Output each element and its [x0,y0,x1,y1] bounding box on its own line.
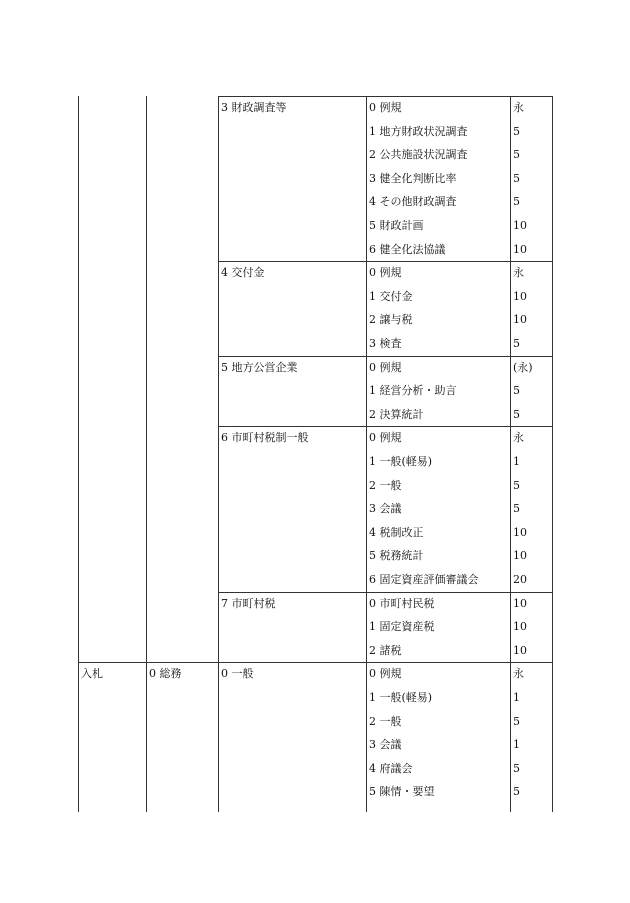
table-cell-c5: 5 [513,502,520,516]
column-rule [146,96,147,812]
table-cell-c3: 5 地方公営企業 [221,360,298,374]
table-cell-c5: 10 [513,620,527,634]
table-cell-c5: 10 [513,643,527,657]
column-rule [552,96,553,812]
table-cell-c5: (永) [513,360,533,374]
table-cell-c4: 3 会議 [369,502,402,516]
table-cell-c4: 0 例規 [369,360,402,374]
table-cell-c4: 5 陳情・要望 [369,785,435,799]
table-cell-c5: 10 [513,242,527,256]
group-separator [218,592,552,593]
records-table [78,96,552,812]
group-separator [78,662,552,663]
table-top-rule [218,96,552,97]
table-cell-c4: 0 例規 [369,266,402,280]
table-cell-c3: 0 一般 [221,667,254,681]
table-cell-c5: 10 [513,549,527,563]
table-cell-c4: 1 経営分析・助言 [369,384,457,398]
table-cell-c5: 永 [513,266,524,280]
table-cell-c4: 3 検査 [369,337,402,350]
table-cell-c4: 2 一般 [369,478,402,492]
table-cell-c4: 3 会議 [369,738,402,752]
group-separator [218,261,552,262]
table-cell-c4: 4 府議会 [369,761,413,775]
group-separator [218,356,552,357]
table-cell-c5: 5 [513,171,520,185]
column-rule [510,96,511,812]
table-cell-c4: 5 財政計画 [369,219,424,232]
table-cell-c4: 1 交付金 [369,289,413,303]
column-rule [218,96,219,812]
table-cell-c3: 7 市町村税 [221,596,276,610]
table-cell-c5: 5 [513,124,520,138]
table-cell-c5: 5 [513,384,520,398]
table-cell-c4: 0 例規 [369,431,402,445]
table-cell-c5: 1 [513,455,520,468]
table-cell-c1: 入札 [81,667,103,681]
table-cell-c4: 4 税制改正 [369,525,424,539]
table-cell-c4: 1 地方財政状況調査 [369,124,468,138]
table-cell-c4: 0 例規 [369,101,402,114]
table-cell-c2: 0 総務 [149,667,182,681]
table-cell-c4: 2 諸税 [369,643,402,657]
table-cell-c5: 5 [513,195,520,209]
column-rule [366,96,367,812]
table-cell-c5: 5 [513,761,520,775]
table-cell-c5: 10 [513,313,527,327]
table-cell-c5: 1 [513,691,520,704]
table-cell-c5: 永 [513,431,524,445]
table-cell-c5: 永 [513,667,524,681]
table-cell-c5: 10 [513,289,527,303]
table-cell-c5: 5 [513,337,520,350]
table-cell-c5: 5 [513,148,520,162]
table-cell-c4: 2 譲与税 [369,313,413,327]
table-cell-c5: 5 [513,407,520,421]
table-cell-c4: 6 固定資産評価審議会 [369,573,479,586]
table-cell-c5: 10 [513,525,527,539]
table-cell-c4: 1 一般(軽易) [369,691,433,704]
table-cell-c4: 5 税務統計 [369,549,424,563]
table-cell-c5: 5 [513,478,520,492]
table-cell-c5: 10 [513,596,527,610]
table-cell-c4: 6 健全化法協議 [369,242,446,256]
table-cell-c4: 2 公共施設状況調査 [369,148,468,162]
table-cell-c4: 0 市町村民税 [369,596,435,610]
table-cell-c4: 4 その他財政調査 [369,195,457,209]
table-cell-c4: 2 決算統計 [369,407,424,421]
table-cell-c3: 6 市町村税制一般 [221,431,309,445]
column-rule [78,96,79,812]
table-cell-c4: 3 健全化判断比率 [369,171,457,185]
table-cell-c4: 0 例規 [369,667,402,681]
table-cell-c4: 1 一般(軽易) [369,455,433,468]
table-cell-c4: 1 固定資産税 [369,620,435,634]
table-cell-c5: 5 [513,785,520,799]
table-cell-c5: 5 [513,714,520,728]
table-cell-c3: 4 交付金 [221,266,265,280]
table-cell-c3: 3 財政調査等 [221,101,287,114]
table-cell-c5: 永 [513,101,524,114]
table-cell-c5: 20 [513,573,527,586]
table-cell-c5: 1 [513,738,520,752]
table-cell-c4: 2 一般 [369,714,402,728]
group-separator [218,426,552,427]
table-cell-c5: 10 [513,219,527,232]
